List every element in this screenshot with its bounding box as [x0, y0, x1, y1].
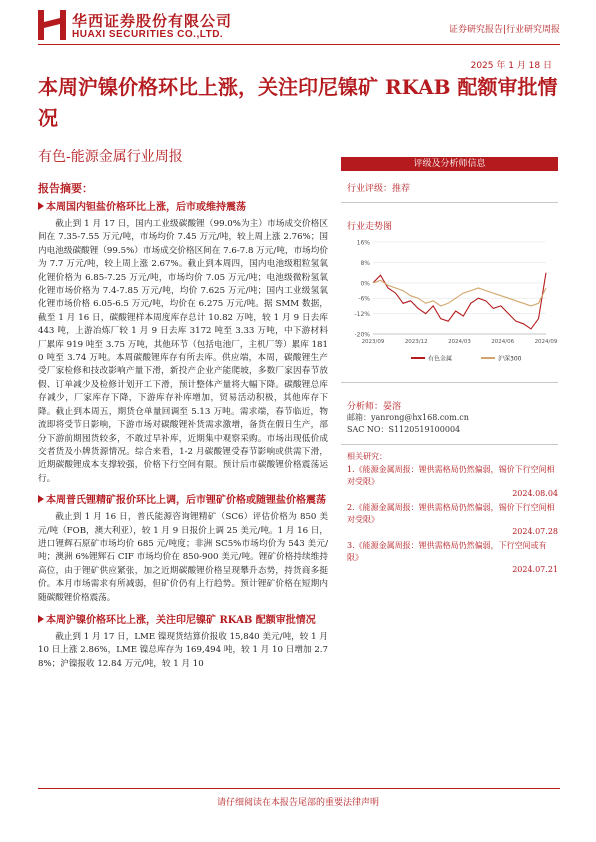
info-sidebar — [341, 157, 558, 576]
section-paragraph: 截止到 1 月 16 日，普氏能源咨询锂精矿（SC6）评估价格为 850 美元/吨（FOB，澳大利亚），较 1 月 9 日报价上调 25 美元/吨。1 月 16 日，进口锂辉石原矿市场均价 685 元/吨度；非洲 SC5%市场均价为 543 美元/吨；澳洲 6%锂辉石 CIF 市场均价在 850-900 美元/吨。锂矿价格持续维持高位，由于锂矿供应紧张，加之近期碳酸锂价格呈现攀升态势，持货商多挺价。本月市场需求有所减弱，但矿价仍有上行趋势。预计锂矿价格在短期内随碳酸锂价格震荡。 — [38, 512, 328, 603]
report-title: 本周沪镍价格环比上涨，关注印尼镍矿 RKAB 配额审批情况 — [38, 75, 558, 130]
section-title: 本周沪镍价格环比上涨，关注印尼镍矿 RKAB 配额审批情况 — [38, 613, 328, 628]
summary-column — [38, 180, 328, 671]
report-date: 2025 年 1 月 18 日 — [470, 61, 552, 71]
report-type-label: 证券研究报告|行业研究周报 — [448, 25, 560, 35]
related-research-date: 2024.08.04 — [512, 489, 558, 498]
series-line — [373, 280, 546, 306]
trend-chart — [341, 234, 558, 374]
triangle-bullet-icon — [38, 202, 44, 210]
footer-divider — [38, 788, 560, 789]
related-research-date: 2024.07.28 — [512, 527, 558, 536]
industry-rating: 行业评级：推荐 — [347, 184, 411, 194]
y-tick-label: 8% — [360, 259, 370, 267]
section-paragraph: 截止到 1 月 17 日，国内工业级碳酸锂（99.0%为主）市场成交价格区间在 7.35-7.55 万元/吨，市场均价 7.45 万元/吨，较上周上涨 2.76%；国内电池级碳酸锂（99.5%）市场成交价格区间在 7.6-7.8 万元/吨，市场均价为 7.7 万元/吨，较上周上涨 2.67%。截止到本周四，国内电池级粗粒氢氧化锂价格为 6.85-7.25 万元/吨，市场均价 7.05 万元/吨；电池级微粉氢氧化锂市场价格为 7.4-7.85 万元/吨，均价 7.625 万元/吨；国内工业级氢氧化锂市场价格 6.05-6.5 万元/吨，均价在 6.275 万元/吨。据 SMM 数据，截至 1 月 16 日，碳酸锂样本周度库存总计 10.82 万吨，较 1 月 9 日去库 443 吨，上游冶炼厂较 1 月 9 日去库 3172 吨至 3.33 万吨，中下游材料厂累库 919 吨至 3.75 万吨，其他环节（包括电池厂，主机厂等）累库 1810 吨至 3.74 万吨。本周碳酸锂库存有所去库。供应端，本周，碳酸锂生产受厂家检修和技改影响产量下滑，新投产企业产能爬坡，多数厂家因春节放假、订单减少及检修计划开工下滑，预计整体产量将大幅下降。碳酸锂总库存减少，厂家库存下降，下游库存补库增加，贸易活动积极，其他库存下降。截止到本周五，期货仓单量回调至 5.13 万吨。需求端，春节临近，物流即将受节日影响，下游市场对碳酸锂补货需求激增，备货在假日生产，部分下游前期囤货较多，不敢过早补库，近期集中观察采购。市场出现低价成交者货及小牌货源情况。综合来看，1-2 月碳酸锂受春节影响或供需下滑，近期碳酸锂成本支撑较强，价格下行空间有限。预计后市碳酸锂价格震荡运行。 — [38, 219, 328, 484]
related-research-title[interactable]: 2.《能源金属周报：锂供需格局仍然偏弱，锡价下行空间相对受限》 — [347, 503, 555, 524]
section-title: 本周国内钽盐价格环比上涨，后市或维持震荡 — [38, 200, 328, 215]
y-tick-label: 0% — [360, 280, 370, 288]
y-tick-label: -6% — [358, 295, 370, 303]
summary-section — [38, 200, 328, 486]
y-tick-label: -12% — [354, 311, 370, 319]
related-research-title[interactable]: 1.《能源金属周报：锂供需格局仍然偏弱，锡价下行空间相对受限》 — [347, 465, 555, 486]
summary-section — [38, 493, 328, 605]
related-research-date: 2024.07.21 — [512, 565, 558, 574]
series-line — [373, 273, 546, 329]
company-name-cn: 华西证券股份有限公司 — [72, 12, 233, 30]
y-tick-label: 16% — [356, 239, 370, 247]
x-tick-label: 2024/09 — [534, 339, 558, 345]
related-research-list — [341, 464, 558, 576]
section-paragraph: 截止到 1 月 17 日，LME 镍现货结算价报收 15,840 美元/吨，较 1 月 10 日上涨 2.86%，LME 镍总库存为 169,494 吨，较 1 月 10 日增加 2.78%；沪镍报收 12.84 万元/吨，较 1 月 10 — [38, 631, 328, 669]
company-name-en: HUAXI SECURITIES CO.,LTD. — [72, 29, 224, 40]
related-research-heading: 相关研究： — [347, 452, 387, 461]
x-tick-label: 2023/09 — [361, 339, 385, 345]
summary-heading: 报告摘要： — [38, 182, 93, 195]
header-divider — [38, 44, 560, 45]
related-research-item[interactable] — [347, 502, 558, 538]
analyst-name: 分析师：晏溶 — [347, 402, 402, 412]
analyst-sac-number: SAC NO：S1120519100004 — [347, 425, 461, 434]
summary-section — [38, 613, 328, 671]
sidebar-divider — [341, 382, 558, 383]
x-tick-label: 2023/12 — [404, 339, 428, 345]
sidebar-divider — [341, 202, 558, 203]
related-research-item[interactable] — [347, 464, 558, 500]
legend-label: 沪深300 — [498, 355, 522, 363]
legend-label: 有色金属 — [428, 355, 453, 363]
trend-chart-svg — [341, 234, 558, 374]
x-tick-label: 2024/03 — [448, 339, 471, 345]
section-title: 本周普氏锂精矿报价环比上调，后市锂矿价格或随锂盐价格震荡 — [38, 493, 328, 508]
sidebar-divider — [341, 444, 558, 445]
report-subtitle: 有色-能源金属行业周报 — [38, 149, 183, 165]
trend-chart-title: 行业走势图 — [347, 222, 393, 232]
related-research-item[interactable] — [347, 540, 558, 576]
huaxi-logo-icon — [38, 10, 66, 40]
triangle-bullet-icon — [38, 495, 44, 503]
legal-notice-footer: 请仔细阅读在本报告尾部的重要法律声明 — [216, 798, 379, 808]
related-research-title[interactable]: 3.《能源金属周报：锂供需格局仍然偏弱，下行空间或有限》 — [347, 541, 547, 562]
y-tick-label: -20% — [354, 331, 370, 339]
triangle-bullet-icon — [38, 615, 44, 623]
sidebar-heading: 评级及分析师信息 — [341, 157, 558, 171]
x-tick-label: 2024/06 — [491, 339, 515, 345]
page-header — [0, 0, 596, 52]
analyst-email[interactable]: 邮箱：yanrong@hx168.com.cn — [347, 413, 469, 422]
